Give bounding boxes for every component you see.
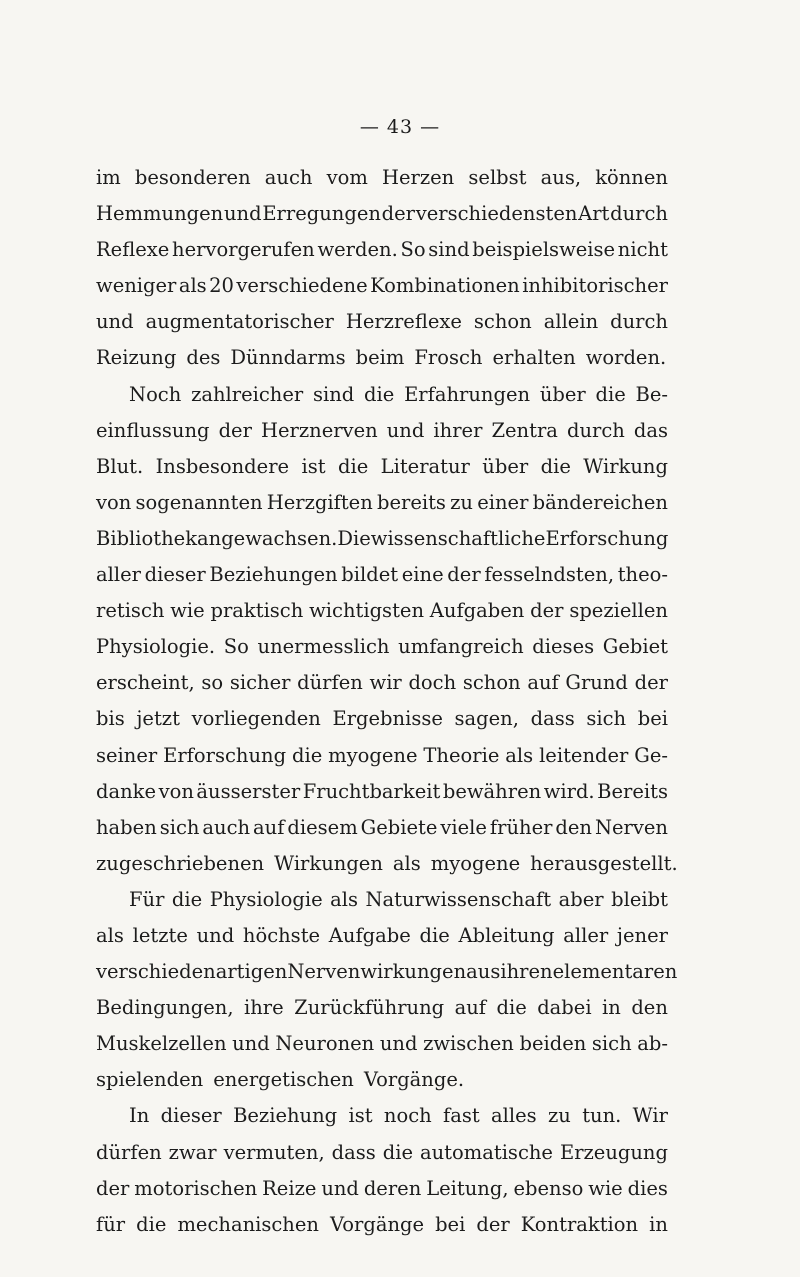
text-line xyxy=(96,304,668,340)
word: fesselndsten, xyxy=(484,563,615,587)
word: Blut. xyxy=(96,454,144,478)
word: bleibt xyxy=(611,887,668,911)
word: Leitung, xyxy=(426,1176,509,1200)
word: tun. xyxy=(582,1104,622,1128)
text-line xyxy=(96,232,668,268)
word: der xyxy=(530,599,564,623)
page-number: — 43 — xyxy=(359,116,441,138)
word: Erfahrungen xyxy=(404,382,531,406)
word: mechanischen xyxy=(177,1212,319,1236)
word: Die xyxy=(337,526,371,550)
word: und xyxy=(386,418,425,442)
word: verschiedensten xyxy=(415,202,578,226)
text-line xyxy=(96,774,668,810)
word: Herznerven xyxy=(261,418,378,442)
text-line xyxy=(96,701,668,737)
word: dieser xyxy=(160,1104,222,1128)
word: Wirkung xyxy=(583,454,668,478)
word: ist xyxy=(348,1104,373,1128)
word: Reizung xyxy=(96,346,177,370)
word: Kombinationen xyxy=(370,274,520,298)
word: wie xyxy=(588,1176,623,1200)
word: motorischen xyxy=(134,1176,258,1200)
word: Herzgiften xyxy=(266,490,373,514)
word: Reize xyxy=(262,1176,317,1200)
word: bis xyxy=(96,707,125,731)
word: Neuronen xyxy=(275,1032,375,1056)
text-line xyxy=(96,413,668,449)
word: die xyxy=(291,743,323,767)
word: der xyxy=(381,202,416,226)
word: Ergebnisse xyxy=(332,707,443,731)
word: alles xyxy=(491,1104,537,1128)
word: durch xyxy=(566,418,625,442)
word: der xyxy=(96,1176,130,1200)
word: auch xyxy=(202,815,251,839)
word: beispielsweise xyxy=(472,238,616,262)
word: doch xyxy=(408,671,457,695)
word: Herzen xyxy=(382,166,455,189)
word: zugeschriebenen xyxy=(96,851,265,875)
word: weniger xyxy=(96,274,177,298)
word: inhibitorischer xyxy=(522,274,668,298)
word: von xyxy=(96,490,132,514)
word: bei xyxy=(637,707,668,731)
text-line xyxy=(96,738,668,774)
word: durch xyxy=(610,202,668,226)
word: in xyxy=(649,1212,668,1236)
word: bildet xyxy=(341,563,399,587)
word: und xyxy=(321,1176,359,1200)
word: aller xyxy=(96,563,141,587)
word: hervorgerufen xyxy=(172,238,315,262)
word: die xyxy=(136,1212,167,1236)
word: Beziehung xyxy=(233,1104,338,1128)
word: und xyxy=(96,310,134,334)
word: in xyxy=(602,996,621,1020)
text-line xyxy=(96,593,668,629)
word: dass xyxy=(530,707,575,731)
word: letzte xyxy=(132,923,188,947)
word: die xyxy=(382,1140,413,1164)
word: Kontraktion xyxy=(520,1212,639,1236)
word: aus xyxy=(466,960,501,984)
text-line xyxy=(96,882,668,918)
word: ihrer xyxy=(433,418,483,442)
word: auf xyxy=(527,671,559,695)
text-line xyxy=(96,1062,668,1098)
word: können xyxy=(595,166,668,189)
text-line xyxy=(96,846,678,882)
word: Beziehungen xyxy=(209,563,338,587)
word: dieser xyxy=(144,563,206,587)
word: eine xyxy=(401,563,444,587)
word: viele xyxy=(440,815,487,839)
word: automatische xyxy=(419,1140,553,1164)
word: Nervenwirkungen xyxy=(287,960,467,984)
word: auch xyxy=(264,166,313,189)
word: für xyxy=(96,1212,126,1236)
word: Physiologie. xyxy=(96,635,216,659)
word: Ableitung xyxy=(458,923,555,947)
word: aller xyxy=(563,923,609,947)
word: Grund xyxy=(565,671,628,695)
word: als xyxy=(505,743,534,767)
word: Vorgänge xyxy=(330,1212,425,1236)
word: myogene xyxy=(430,851,521,875)
word: Gebiete xyxy=(360,815,438,839)
word: schon xyxy=(462,671,521,695)
word: über xyxy=(482,454,529,478)
word: haben xyxy=(96,815,157,839)
word: der xyxy=(218,418,252,442)
word: durch xyxy=(610,310,668,334)
word: diesem xyxy=(287,815,358,839)
word: verschiedene xyxy=(236,274,368,298)
word: als xyxy=(392,851,421,875)
word: noch xyxy=(383,1104,432,1128)
word: aber xyxy=(558,887,604,911)
word: Muskelzellen xyxy=(96,1032,227,1056)
word: So xyxy=(223,635,249,659)
word: beim xyxy=(355,346,405,370)
text-line xyxy=(96,377,668,413)
word: über xyxy=(539,382,586,406)
text-line xyxy=(96,1171,668,1207)
word: Erzeugung xyxy=(559,1140,668,1164)
word: auf xyxy=(253,815,285,839)
word: sind xyxy=(312,382,355,406)
word: Zentra xyxy=(491,418,558,442)
word: werden. xyxy=(317,238,398,262)
word: worden. xyxy=(585,346,667,370)
word: wird. xyxy=(543,779,595,803)
word: zwar xyxy=(168,1140,217,1164)
text-line xyxy=(96,1135,668,1171)
word: erscheint, xyxy=(96,671,195,695)
word: Frosch xyxy=(414,346,483,370)
word: dürfen xyxy=(297,671,363,695)
word: ihre xyxy=(244,996,284,1020)
word: ihren xyxy=(500,960,553,984)
word: höchste xyxy=(242,923,321,947)
word: danke xyxy=(96,779,157,803)
word: als xyxy=(330,887,358,911)
word: und xyxy=(223,202,262,226)
word: bei xyxy=(435,1212,466,1236)
word: der xyxy=(476,1212,510,1236)
text-line xyxy=(96,449,668,485)
word: Reflexe xyxy=(96,238,170,262)
word: vom xyxy=(326,166,368,189)
word: praktisch xyxy=(210,599,304,623)
word: nicht xyxy=(617,238,668,262)
word: Naturwissenschaft xyxy=(365,887,552,911)
word: Art xyxy=(578,202,610,226)
word: energetischen xyxy=(213,1068,354,1092)
word: jetzt xyxy=(136,707,180,731)
word: So xyxy=(400,238,426,262)
text-line xyxy=(96,485,668,521)
word: Wir xyxy=(632,1104,668,1128)
word: umfangreich xyxy=(398,635,524,659)
word: bändereichen xyxy=(532,490,668,514)
word: Zurückführung xyxy=(294,996,445,1020)
word: dass xyxy=(331,1140,376,1164)
text-line xyxy=(96,521,668,557)
word: dürfen xyxy=(96,1140,162,1164)
word: wichtigsten xyxy=(309,599,424,623)
word: aus, xyxy=(540,166,582,189)
word: Erforschung xyxy=(545,526,669,550)
word: jener xyxy=(616,923,668,947)
text-line xyxy=(96,810,668,846)
word: und xyxy=(196,923,235,947)
word: Vorgänge. xyxy=(363,1068,465,1092)
word: unermesslich xyxy=(257,635,390,659)
word: Bibliothek xyxy=(96,526,198,550)
word: angewachsen. xyxy=(197,526,338,550)
text-line xyxy=(96,629,668,665)
word: ab- xyxy=(637,1032,668,1056)
word: des xyxy=(186,346,221,370)
word: Herzreflexe xyxy=(345,310,462,334)
word: zu xyxy=(548,1104,571,1128)
word: und xyxy=(379,1032,418,1056)
word: so xyxy=(201,671,224,695)
word: Aufgaben xyxy=(429,599,525,623)
word: Insbesondere xyxy=(155,454,290,478)
word: Nerven xyxy=(594,815,668,839)
word: wie xyxy=(170,599,205,623)
word: leitender xyxy=(539,743,629,767)
text-line xyxy=(96,340,668,376)
word: zu xyxy=(450,490,473,514)
word: der xyxy=(447,563,481,587)
word: Bereits xyxy=(597,779,668,803)
word: bereits xyxy=(376,490,446,514)
word: Bedingungen, xyxy=(96,996,234,1020)
word: äusserster xyxy=(196,779,301,803)
word: augmentatorischer xyxy=(145,310,334,334)
word: 20 xyxy=(209,274,234,298)
word: sogenannten xyxy=(135,490,263,514)
word: früher xyxy=(489,815,553,839)
word: Hemmungen xyxy=(96,202,224,226)
word: wir xyxy=(369,671,402,695)
word: seiner xyxy=(96,743,158,767)
word: sich xyxy=(586,707,627,731)
word: beiden xyxy=(519,1032,587,1056)
word: sagen, xyxy=(454,707,519,731)
word: dies xyxy=(627,1176,668,1200)
text-line xyxy=(96,665,668,701)
word: die xyxy=(595,382,626,406)
word: als xyxy=(178,274,207,298)
word: Physiologie xyxy=(209,887,323,911)
word: deren xyxy=(363,1176,422,1200)
word: einer xyxy=(477,490,529,514)
word: zahlreicher xyxy=(191,382,304,406)
word: retisch xyxy=(96,599,165,623)
word: theo- xyxy=(617,563,668,587)
word: auf xyxy=(454,996,486,1020)
word: das xyxy=(633,418,668,442)
word: Theorie xyxy=(423,743,500,767)
word: die xyxy=(364,382,395,406)
word: besonderen xyxy=(134,166,251,189)
word: herausgestellt. xyxy=(530,851,678,875)
word: verschiedenartigen xyxy=(96,960,288,984)
word: vorliegenden xyxy=(191,707,321,731)
word: Be- xyxy=(635,382,668,406)
word: sich xyxy=(591,1032,632,1056)
text-line xyxy=(96,268,668,304)
word: den xyxy=(555,815,592,839)
word: die xyxy=(496,996,527,1020)
text-line xyxy=(96,990,668,1026)
word: vermuten, xyxy=(223,1140,325,1164)
word: sicher xyxy=(229,671,291,695)
word: selbst xyxy=(468,166,527,189)
word: einflussung xyxy=(96,418,210,442)
word: Noch xyxy=(129,382,182,406)
word: Aufgabe xyxy=(328,923,411,947)
word: ebenso xyxy=(513,1176,584,1200)
word: die xyxy=(419,923,450,947)
word: fast xyxy=(443,1104,480,1128)
word: bewähren xyxy=(442,779,542,803)
word: Dünndarms xyxy=(230,346,346,370)
text-line xyxy=(96,918,668,954)
word: von xyxy=(158,779,194,803)
word: im xyxy=(96,166,121,189)
text-line xyxy=(96,160,668,196)
word: Wirkungen xyxy=(274,851,383,875)
word: Ge- xyxy=(634,743,668,767)
word: den xyxy=(631,996,668,1020)
word: allein xyxy=(543,310,599,334)
body-text xyxy=(96,160,678,1243)
word: die xyxy=(540,454,571,478)
word: sich xyxy=(159,815,200,839)
text-line xyxy=(96,1207,668,1243)
word: sind xyxy=(428,238,470,262)
word: dieses xyxy=(532,635,595,659)
word: myogene xyxy=(328,743,418,767)
word: Für xyxy=(129,887,165,911)
text-line xyxy=(96,1026,668,1062)
text-line xyxy=(96,1098,668,1134)
word: Fruchtbarkeit xyxy=(302,779,441,803)
word: schon xyxy=(473,310,532,334)
word: erhalten xyxy=(492,346,576,370)
word: als xyxy=(96,923,124,947)
word: Erregungen xyxy=(262,202,381,226)
word: spielenden xyxy=(96,1068,204,1092)
word: wissenschaftliche xyxy=(370,526,546,550)
word: Gebiet xyxy=(602,635,668,659)
word: der xyxy=(634,671,668,695)
word: und xyxy=(232,1032,270,1056)
word: Erforschung xyxy=(163,743,287,767)
text-line xyxy=(96,954,678,990)
text-line xyxy=(96,557,668,593)
word: die xyxy=(171,887,203,911)
word: ist xyxy=(301,454,326,478)
word: Literatur xyxy=(380,454,470,478)
word: speziellen xyxy=(569,599,668,623)
word: die xyxy=(337,454,369,478)
word: zwischen xyxy=(423,1032,514,1056)
word: In xyxy=(129,1104,150,1128)
word: dabei xyxy=(537,996,592,1020)
word: elementaren xyxy=(552,960,678,984)
text-line xyxy=(96,196,668,232)
